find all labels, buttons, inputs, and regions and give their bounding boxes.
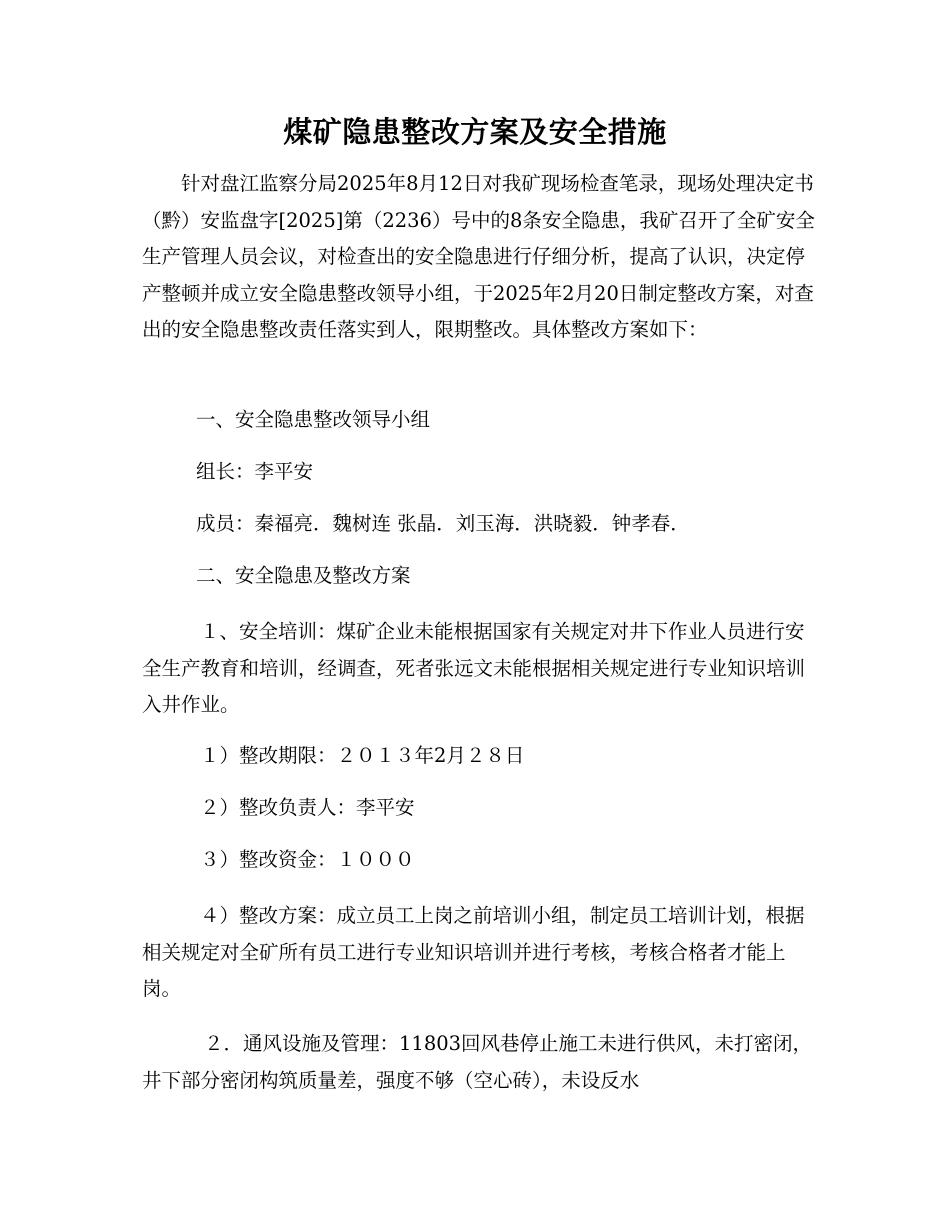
item1-responsible: ２）整改负责人：李平安 [200, 796, 415, 819]
hazard-item-ventilation: ２．通风设施及管理：11803回风巷停止施工未进行供风，未打密闭，井下部分密闭构筑质量差，强度不够（空心砖），未设反水 [142, 1032, 813, 1092]
leader-line: 组长：李平安 [196, 460, 314, 483]
members-line: 成员：秦福亮．魏树连 张晶．刘玉海．洪晓毅．钟孝春． [196, 512, 690, 535]
hazard-item-training: １、安全培训：煤矿企业未能根据国家有关规定对井下作业人员进行安全生产教育和培训，经调查，死者张远文未能根据相关规定进行专业知识培训入井作业。 [142, 620, 806, 717]
section-heading-hazards: 二、安全隐患及整改方案 [196, 564, 411, 587]
document-title: 煤矿隐患整改方案及安全措施 [283, 115, 667, 149]
item1-plan: ４）整改方案：成立员工上岗之前培训小组，制定员工培训计划，根据相关规定对全矿所有员工进行专业知识培训并进行考核，考核合格者才能上岗。 [142, 904, 805, 1001]
item1-funds: ３）整改资金：１０００ [200, 848, 415, 871]
section-heading-leadership: 一、安全隐患整改领导小组 [196, 408, 431, 431]
intro-paragraph: 针对盘江监察分局2025年8月12日对我矿现场检查笔录，现场处理决定书（黔）安监盘字[2025]第（2236）号中的8条安全隐患，我矿召开了全矿安全生产管理人员会议，对检查出的安全隐患进行仔细分析，提高了认识，决定停产整顿并成立安全隐患整改领导小组，于2025年2月20日制定整改方案，对查出的安全隐患整改责任落实到人，限期整改。具体整改方案如下： [142, 172, 815, 342]
item1-deadline: １）整改期限：２０１３年2月２８日 [200, 744, 525, 767]
